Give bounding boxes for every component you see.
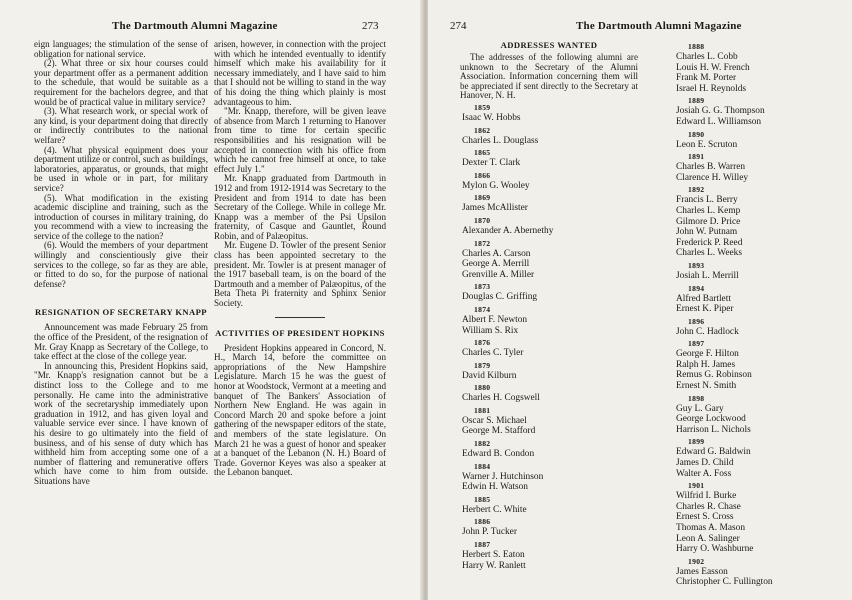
class-year: 1894 <box>688 283 705 293</box>
alumnus-name: Josiah G. G. Thompson <box>676 106 765 117</box>
paragraph: Mr. Eugene D. Towler of the present Senior class has been appointed secretary to the president. Mr. Towler is at present manager of the 1917 baseball team, is on the board of the Dartmouth and a member of Palæopitus, of the Beta Theta Pi fraternity and Sphinx Senior Society. <box>214 240 386 309</box>
alumnus-name: Frank M. Porter <box>676 73 737 84</box>
resignation-article <box>34 323 208 486</box>
alumnus-name: David Kilburn <box>462 370 517 381</box>
class-year: 1887 <box>474 540 491 550</box>
right-page <box>428 0 852 600</box>
left-page <box>0 0 424 600</box>
page-number: 274 <box>450 20 467 32</box>
paragraph: (5). What modification in the existing academic discipline and training, such as the introduction of courses in military training, do you recommend with a view to increasing the service of the college to the nation? <box>34 192 208 241</box>
alumnus-name: Ralph H. James <box>676 359 736 370</box>
alumnus-name: James Easson <box>676 566 728 577</box>
alumnus-name: Edward B. Condon <box>462 449 535 460</box>
alumnus-name: Edward G. Baldwin <box>676 447 751 458</box>
alumnus-name: Dexter T. Clark <box>462 158 521 169</box>
alumnus-name: Edward L. Williamson <box>676 116 762 127</box>
class-year: 1885 <box>474 494 491 504</box>
right-column-1 <box>460 40 638 571</box>
alumnus-name: Christopher C. Fullington <box>676 577 773 588</box>
alumnus-name: Frederick P. Reed <box>676 237 743 248</box>
class-year: 1891 <box>688 152 705 162</box>
class-year: 1870 <box>474 215 491 225</box>
class-year: 1890 <box>688 129 705 139</box>
paragraph: eign languages; the stimulation of the sense of obligation for national service. <box>34 39 208 59</box>
class-year: 1879 <box>474 360 491 370</box>
alumnus-name: Oscar S. Michael <box>462 415 527 426</box>
alumnus-name: Charles A. Carson <box>462 248 531 259</box>
addresses-intro: The addresses of the following alumni are unknown to the Secretary of the Alumni Association. Information concerning them will be appreciated if sent directly to the Secretary at Hanover, N. H. <box>460 52 638 101</box>
alumnus-name: Guy L. Gary <box>676 403 724 414</box>
paragraph: Mr. Knapp graduated from Dartmouth in 1912 and from 1912-1914 was Secretary to the President and from 1914 to date has been Secretary of the College. While in college Mr. Knapp was a member of the Psi Upsilon fraternity, of Casque and Gauntlet, Round Robin, and of Palæopitus. <box>214 173 386 241</box>
left-column-1 <box>34 40 208 487</box>
alumnus-name: Charles B. Warren <box>676 162 746 173</box>
class-year: 1859 <box>474 102 491 112</box>
alumnus-name: Remus G. Robinson <box>676 370 752 381</box>
alumnus-name: Charles H. Cogswell <box>462 393 540 404</box>
alumnus-name: John P. Tucker <box>462 527 517 538</box>
alumnus-name: Albert F. Newton <box>462 314 528 325</box>
alumnus-name: Harry W. Ranlett <box>462 560 526 571</box>
alumnus-name: George M. Stafford <box>462 426 536 437</box>
alumnus-name: Ernest K. Piper <box>676 304 734 315</box>
alumnus-name: Grenville A. Miller <box>462 269 535 280</box>
alumnus-name: John C. Hadlock <box>676 326 739 337</box>
alumnus-name: Thomas A. Mason <box>676 523 746 533</box>
alumni-list-2 <box>674 42 834 588</box>
class-year: 1889 <box>688 96 705 106</box>
alumnus-name: Alexander A. Abernethy <box>462 225 554 236</box>
alumnus-name: Charles R. Chase <box>676 501 741 512</box>
paragraph: In announcing this, President Hopkins said, "Mr. Knapp's resignation cannot but be a distinct loss to the College and to me personally. He came into the administrative work of the secretaryship immediately upon graduation in 1912, and has given loyal and valuable service ever since. I have known of his desire to go ultimately into the field of business, and of his sense of duty which has withheld him from accepting some one of a number of flattering and remunerative offers which have come to him from outside. Situations have <box>34 360 208 486</box>
alumnus-name: William S. Rix <box>462 325 519 336</box>
alumnus-name: Clarence H. Willey <box>676 172 749 183</box>
class-year: 1892 <box>688 185 705 195</box>
alumnus-name: Wilfrid I. Burke <box>676 491 737 502</box>
alumnus-name: Leon A. Salinger <box>676 533 740 544</box>
class-year: 1893 <box>688 260 705 270</box>
class-year: 1898 <box>688 393 705 403</box>
left-column-2 <box>214 40 386 478</box>
alumnus-name: James D. Child <box>676 458 734 469</box>
alumnus-name: Mylon G. Wooley <box>462 180 530 191</box>
addresses-heading: ADDRESSES WANTED <box>500 40 598 50</box>
alumnus-name: Leon E. Scruton <box>676 139 738 150</box>
alumnus-name: Ernest N. Smith <box>676 381 737 392</box>
alumnus-name: Francis L. Berry <box>676 195 738 206</box>
class-year: 1865 <box>474 148 491 158</box>
alumnus-name: George A. Merrill <box>462 259 530 270</box>
class-year: 1862 <box>474 125 491 135</box>
paragraph: "Mr. Knapp, therefore, will be given leave of absence from March 1 returning to Hanover from time to time for certain specific responsibilities and his resignation will be accepted in connection with his office from which he cannot free himself at once, to take effect July 1." <box>214 106 386 174</box>
alumnus-name: Edwin H. Watson <box>462 482 528 493</box>
question-list <box>34 40 208 289</box>
alumnus-name: Walter A. Foss <box>676 468 732 479</box>
paragraph: Announcement was made February 25 from the office of the President, of the resignation of Mr. Gray Knapp as Secretary of the College, to take effect at the close of the college year. <box>34 322 208 362</box>
class-year: 1876 <box>474 338 491 348</box>
alumni-list-1 <box>460 103 638 571</box>
class-year: 1869 <box>474 193 491 203</box>
class-year: 1873 <box>474 282 491 292</box>
class-year: 1902 <box>688 556 705 566</box>
resignation-continued <box>214 40 386 309</box>
section-divider <box>275 317 325 318</box>
alumnus-name: Harrison L. Nichols <box>676 424 751 435</box>
alumnus-name: Charles C. Tyler <box>462 348 524 359</box>
paragraph: arisen, however, in connection with the project with which he intended eventually to identify himself which make his availability for it necessary immediately, and I have said to him that I should not be willing to stand in the way of his doing the thing which plainly is most advantageous to him. <box>214 39 386 107</box>
class-year: 1901 <box>688 481 705 491</box>
alumnus-name: Herbert S. Eaton <box>462 550 525 561</box>
alumnus-name: George F. Hilton <box>676 349 739 360</box>
class-year: 1866 <box>474 170 491 180</box>
alumnus-name: Charles L. Cobb <box>676 52 738 62</box>
alumnus-name: Charles L. Kemp <box>676 205 741 216</box>
alumnus-name: Harry O. Washburne <box>676 544 754 555</box>
alumnus-name: George Lockwood <box>676 414 746 425</box>
class-year: 1884 <box>474 461 491 471</box>
alumnus-name: Warner J. Hutchinson <box>462 471 544 482</box>
page-number: 273 <box>362 20 379 32</box>
paragraph: (6). Would the members of your department willingly and conscientiously give their services to the college, so far as they are able, or fitted to do so, for the purpose of national defense? <box>34 240 208 289</box>
class-year: 1881 <box>474 405 491 415</box>
right-column-2 <box>674 40 834 588</box>
alumnus-name: Louis H. W. French <box>676 62 750 73</box>
paragraph: (4). What physical equipment does your department utilize or control, such as buildings, laboratories, apparatus, or grounds, that might be used in whole or in part, for military service? <box>34 144 208 193</box>
alumnus-name: Douglas C. Griffing <box>462 292 538 303</box>
paragraph: (2). What three or six hour courses could your department offer as a permanent addition to the schedule, that would be suitable as a requirement for the bachelors degree, and that would be of practical value in military service? <box>34 58 208 107</box>
paragraph: (3). What research work, or special work of any kind, is your department doing that directly or indirectly contributes to the national welfare? <box>34 106 208 145</box>
class-year: 1886 <box>474 517 491 527</box>
resignation-heading: RESIGNATION OF SECRETARY KNAPP <box>35 307 207 318</box>
activities-paragraph: President Hopkins appeared in Concord, N. H., March 14, before the committee on appropriations of the New Hampshire Legislature. March 15 he was the guest of honor at Woodstock, Vermont at a meeting and banquet of The Bankers' Association of Northern New England. He was again in Concord March 20 and spoke before a joint gathering of the newspaper editors of the state, and members of the state legislature. On March 21 he was a guest of honor and speaker at a banquet of the Lebanon (N. H.) Board of Trade. Governor Keyes was also a speaker at the Lebanon banquet. <box>214 342 386 478</box>
alumnus-name: Charles L. Weeks <box>676 248 742 259</box>
alumnus-name: Alfred Bartlett <box>676 293 731 304</box>
alumnus-name: Gilmore D. Price <box>676 216 741 227</box>
class-year: 1896 <box>688 316 705 326</box>
alumnus-name: Ernest S. Cross <box>676 512 734 523</box>
alumnus-name: Josiah L. Merrill <box>676 270 739 281</box>
alumnus-name: Israel H. Reynolds <box>676 83 747 94</box>
alumnus-name: Herbert C. White <box>462 504 527 515</box>
running-head: The Dartmouth Alumni Magazine <box>112 20 278 32</box>
class-year: 1872 <box>474 238 491 248</box>
class-year: 1899 <box>688 437 705 447</box>
running-head: The Dartmouth Alumni Magazine <box>576 20 742 32</box>
alumnus-name: Isaac W. Hobbs <box>462 112 521 123</box>
alumnus-name: John W. Putnam <box>676 227 738 238</box>
class-year: 1882 <box>474 439 491 449</box>
class-year: 1897 <box>688 339 705 349</box>
class-year: 1874 <box>474 304 491 314</box>
alumnus-name: Charles L. Douglass <box>462 135 539 146</box>
activities-heading: ACTIVITIES OF PRESIDENT HOPKINS <box>215 327 385 338</box>
alumnus-name: James McAllister <box>462 203 528 214</box>
class-year: 1880 <box>474 383 491 393</box>
class-year: 1888 <box>688 42 705 51</box>
